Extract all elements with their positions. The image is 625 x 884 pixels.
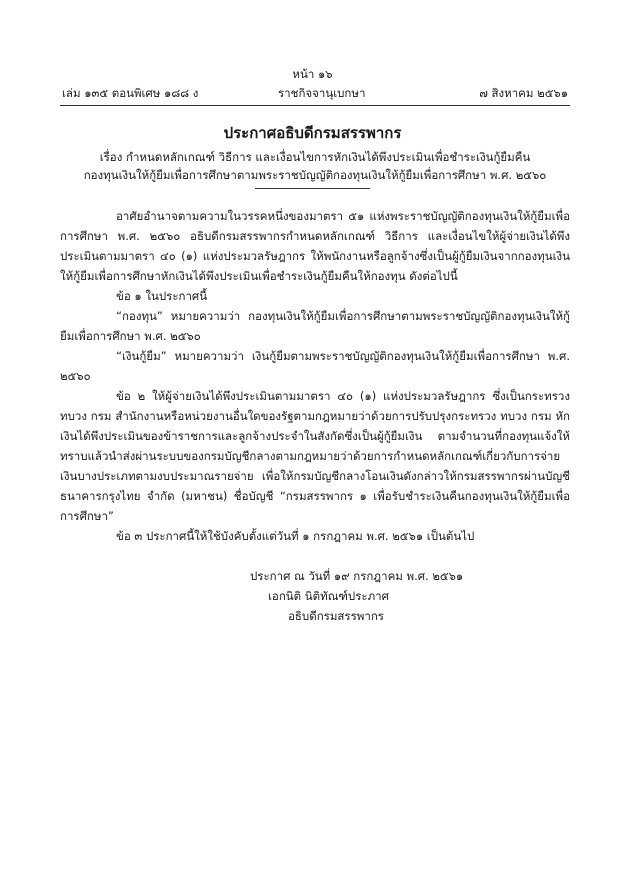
document-subject [60,148,570,184]
document-body [60,206,570,546]
subject-line-1: เรื่อง กำหนดหลักเกณฑ์ วิธีการ และเงื่อนไขการหักเงินได้พึงประเมินเพื่อชำระเงินกู้ยืมคืน [99,150,531,164]
signatory-name: เอกนิติ นิติทัณฑ์ประภาศ [268,589,389,603]
clause-1: ข้อ ๑ ในประกาศนี้ [116,289,208,303]
title-divider [255,188,370,189]
subject-line-2: กองทุนเงินให้กู้ยืมเพื่อการศึกษาตามพระราชบัญญัติกองทุนเงินให้กู้ยืมเพื่อการศึกษา พ.ศ. ๒๕๖๐ [83,168,547,182]
volume-issue: เล่ม ๑๓๕ ตอนพิเศษ ๑๘๘ ง [62,86,199,100]
clause-3: ข้อ ๓ ประกาศนี้ให้ใช้บังคับตั้งแต่วันที่ ๑ กรกฎาคม พ.ศ. ๒๕๖๑ เป็นต้นไป [116,529,475,543]
signature-place-date: ประกาศ ณ วันที่ ๑๙ กรกฎาคม พ.ศ. ๒๕๖๑ [250,569,464,583]
clause-2: ข้อ ๒ ให้ผู้จ่ายเงินได้พึงประเมินตามมาตรา ๔๐ (๑) แห่งประมวลรัษฎากร ซึ่งเป็นกระทรวง ทบวง กรม สำนักงานหรือหน่วยงานอื่นใดของรัฐตามกฎหมายว่าด้วยการปรับปรุงกระทรวง ทบวง กรม หักเงินได้พึงประเมินของข้าราชการและลูกจ้างประจำในสังกัดซึ่งเป็นผู้กู้ยืมเงิน ตามจำนวนที่กองทุนแจ้งให้ทราบแล้วนำส่งผ่านระบบของกรมบัญชีกลางตามกฎหมายว่าด้วยการกำหนดหลักเกณฑ์เกี่ยวกับการจ่ายเงินบางประเภทตามงบประมาณรายจ่าย เพื่อให้กรมบัญชีกลางโอนเงินดังกล่าวให้กรมสรรพากรผ่านบัญชีธนาคารกรุงไทย จำกัด (มหาชน) ชื่อบัญชี “กรมสรรพากร ๑ เพื่อรับชำระเงินคืนกองทุนเงินให้กู้ยืมเพื่อการศึกษา” [60,389,570,523]
gazette-name: ราชกิจจานุเบกษา [278,86,366,100]
header-divider [60,105,570,106]
page-number: หน้า ๑๖ [292,67,333,81]
definition-loan: “เงินกู้ยืม” หมายความว่า เงินกู้ยืมตามพระราชบัญญัติกองทุนเงินให้กู้ยืมเพื่อการศึกษา พ.ศ. ๒๕๖๐ [60,349,570,383]
definition-fund: “กองทุน” หมายความว่า กองทุนเงินให้กู้ยืมเพื่อการศึกษาตามพระราชบัญญัติกองทุนเงินให้กู้ยืมเพื่อการศึกษา พ.ศ. ๒๕๖๐ [60,309,570,343]
document-title: ประกาศอธิบดีกรมสรรพากร [223,124,402,142]
publication-date: ๗ สิงหาคม ๒๕๖๑ [479,86,568,100]
preamble-paragraph: อาศัยอำนาจตามความในวรรคหนึ่งของมาตรา ๕๑ แห่งพระราชบัญญัติกองทุนเงินให้กู้ยืมเพื่อการศึกษา พ.ศ. ๒๕๖๐ อธิบดีกรมสรรพากรกำหนดหลักเกณฑ์ วิธีการ และเงื่อนไขให้ผู้จ่ายเงินได้พึงประเมินตามมาตรา ๔๐ (๑) แห่งประมวลรัษฎากร ให้พนักงานหรือลูกจ้างซึ่งเป็นผู้กู้ยืมเงินจากกองทุนเงินให้กู้ยืมเพื่อการศึกษาหักเงินได้พึงประเมินเพื่อชำระเงินกู้ยืมคืนให้กองทุน ดังต่อไปนี้ [60,209,570,283]
signatory-position: อธิบดีกรมสรรพากร [288,609,384,623]
